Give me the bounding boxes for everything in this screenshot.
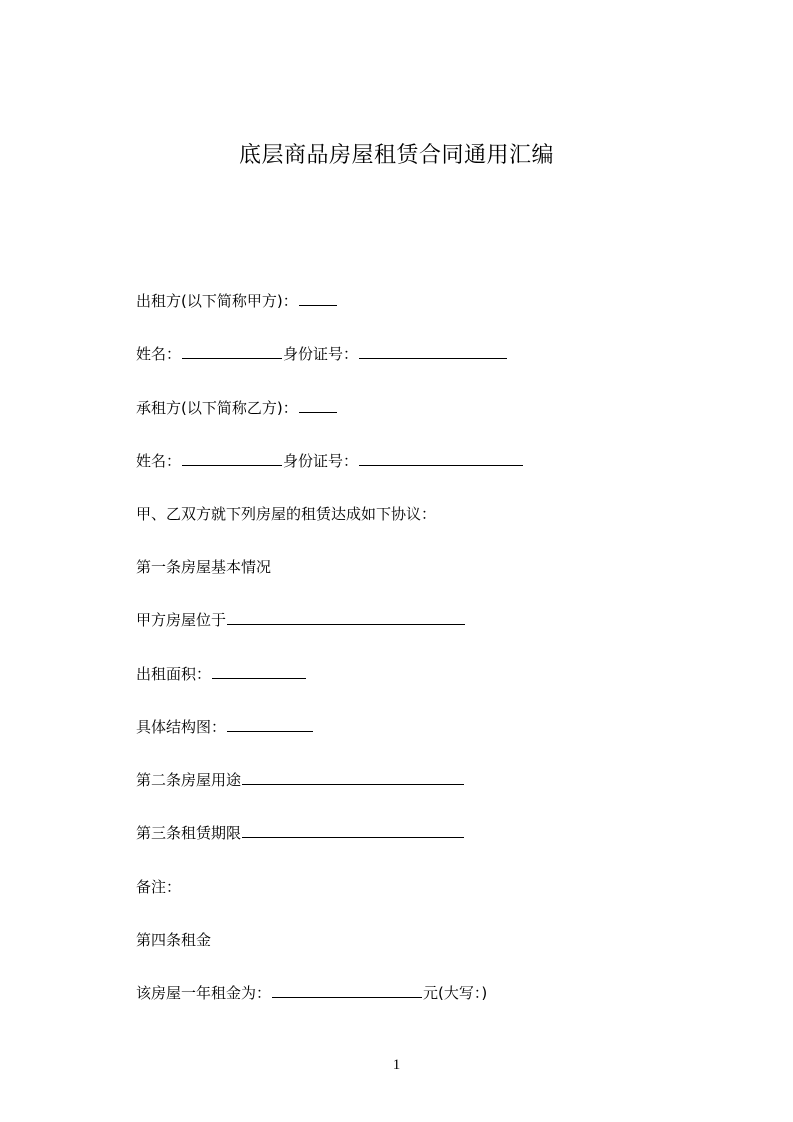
lessor-line	[136, 290, 338, 312]
rent-label: 该房屋一年租金为：	[136, 984, 272, 1002]
lessee-name-blank[interactable]	[182, 450, 282, 466]
document-title: 底层商品房屋租赁合同通用汇编	[238, 143, 554, 168]
location-line	[136, 609, 466, 631]
lessor-id-label: 身份证号：	[283, 345, 359, 363]
lessee-name-label: 姓名：	[136, 452, 182, 470]
structure-label: 具体结构图：	[136, 718, 227, 736]
area-label: 出租面积：	[136, 665, 212, 683]
remark-label: 备注：	[136, 878, 182, 896]
article3-line	[136, 822, 465, 844]
rent-line	[136, 982, 487, 1004]
page-number: 1	[392, 1057, 401, 1073]
lessor-blank[interactable]	[299, 290, 337, 306]
lessor-info-line	[136, 343, 508, 365]
lessor-name-blank[interactable]	[182, 343, 282, 359]
structure-line	[136, 716, 314, 738]
area-blank[interactable]	[212, 663, 306, 679]
article1-heading: 第一条房屋基本情况	[136, 558, 272, 576]
lessee-blank[interactable]	[299, 397, 337, 413]
lessee-info-line	[136, 450, 524, 472]
location-label: 甲方房屋位于	[136, 611, 227, 629]
lessor-label: 出租方(以下简称甲方)：	[136, 292, 298, 310]
area-line	[136, 663, 307, 685]
lessee-id-label: 身份证号：	[283, 452, 359, 470]
article4-heading: 第四条租金	[136, 931, 212, 949]
lessee-line	[136, 397, 338, 419]
structure-blank[interactable]	[227, 716, 313, 732]
lessor-name-label: 姓名：	[136, 345, 182, 363]
rent-suffix: 元(大写：)	[423, 984, 488, 1002]
term-blank[interactable]	[242, 822, 464, 838]
usage-blank[interactable]	[242, 769, 464, 785]
article2-heading: 第二条房屋用途	[136, 771, 242, 789]
location-blank[interactable]	[227, 609, 465, 625]
lessor-id-blank[interactable]	[359, 343, 507, 359]
lessee-id-blank[interactable]	[359, 450, 523, 466]
article2-line	[136, 769, 465, 791]
article3-heading: 第三条租赁期限	[136, 824, 242, 842]
lessee-label: 承租方(以下简称乙方)：	[136, 399, 298, 417]
agreement-intro: 甲、乙双方就下列房屋的租赁达成如下协议：	[136, 505, 437, 523]
rent-blank[interactable]	[272, 982, 422, 998]
